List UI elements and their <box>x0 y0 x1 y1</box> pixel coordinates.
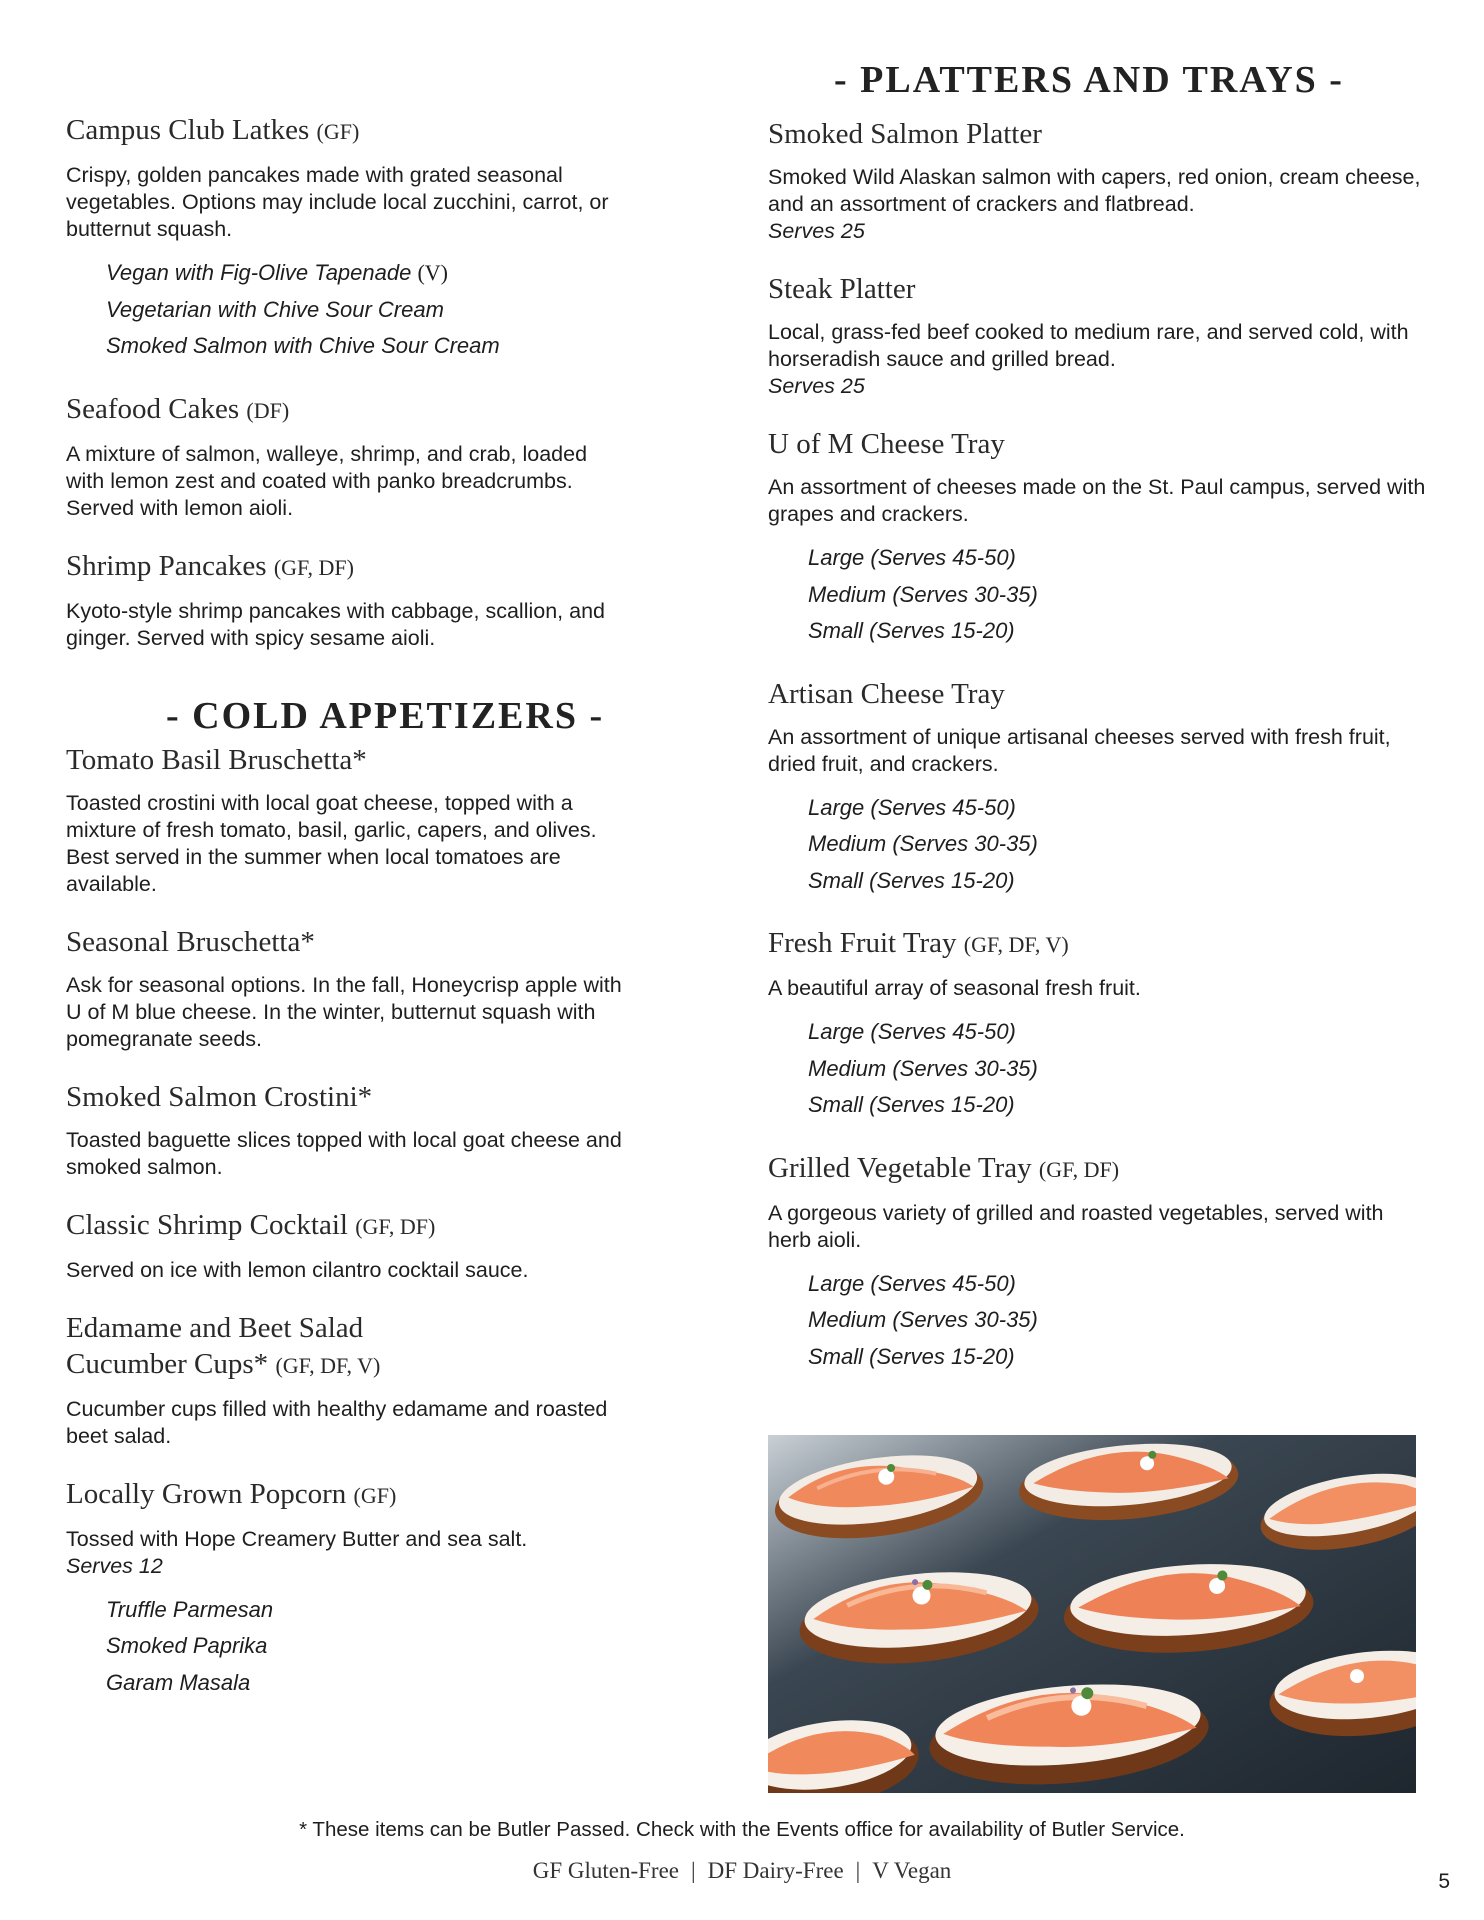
item-name: Grilled Vegetable Tray (GF, DF) <box>768 1151 1120 1184</box>
option-item: Large (Serves 45-50) <box>808 545 1016 570</box>
item-name: Tomato Basil Bruschetta* <box>66 743 367 776</box>
option-item: Small (Serves 15-20) <box>808 618 1015 643</box>
option-item: Smoked Salmon with Chive Sour Cream <box>106 333 500 358</box>
serves-count: Serves 25 <box>768 219 865 243</box>
item-name: U of M Cheese Tray <box>768 428 1005 460</box>
section-title-cold-appetizers: - COLD APPETIZERS - <box>166 694 605 737</box>
option-item: Large (Serves 45-50) <box>808 1019 1016 1044</box>
option-item: Small (Serves 15-20) <box>808 1092 1015 1117</box>
legend-gf: GF Gluten-Free <box>532 1858 679 1883</box>
menu-item-salmon-crostini <box>66 1079 626 1181</box>
menu-item-tomato-bruschetta <box>66 742 626 898</box>
menu-item-seasonal-bruschetta <box>66 924 626 1053</box>
item-description: A mixture of salmon, walleye, shrimp, and crab, loaded with lemon zest and coated with panko breadcrumbs. Served with lemon aioli. <box>66 441 588 520</box>
option-item: Small (Serves 15-20) <box>808 867 1015 893</box>
option-item: Medium (Serves 30-35) <box>808 831 1038 856</box>
menu-item-cucumber-cups <box>66 1310 626 1450</box>
option-item: Truffle Parmesan <box>106 1596 274 1622</box>
menu-item-fruit-tray <box>768 925 1428 1124</box>
item-name: Steak Platter <box>768 273 916 305</box>
food-illustration <box>768 1435 1416 1793</box>
item-name: Smoked Salmon Platter <box>768 118 1042 150</box>
item-name: Fresh Fruit Tray (GF, DF, V) <box>768 927 1069 959</box>
option-list <box>106 1592 626 1702</box>
item-name: Campus Club Latkes (GF) <box>66 114 360 146</box>
item-description: Ask for seasonal options. In the fall, Honeycrisp apple with U of M blue cheese. In the winter, butternut squash with pomegranate seeds. <box>66 972 622 1051</box>
item-name: Classic Shrimp Cocktail (GF, DF) <box>66 1208 436 1241</box>
menu-item-latkes <box>66 112 626 365</box>
item-name: Edamame and Beet Salad Cucumber Cups* (GF, DF, V) <box>66 1311 381 1380</box>
option-item: Vegan with Fig-Olive Tapenade (V) <box>106 260 449 285</box>
smoked-salmon-crostini-photo <box>768 1435 1416 1793</box>
legend-v: V Vegan <box>872 1858 952 1883</box>
item-description: An assortment of cheeses made on the St. Paul campus, served with grapes and crackers. <box>768 475 1426 526</box>
option-item: Large (Serves 45-50) <box>808 794 1016 820</box>
serves-count: Serves 12 <box>66 1553 163 1578</box>
option-item: Medium (Serves 30-35) <box>808 1307 1038 1332</box>
item-description: Kyoto-style shrimp pancakes with cabbage, scallion, and ginger. Served with spicy sesame aioli. <box>66 598 605 650</box>
menu-item-vegetable-tray <box>768 1150 1428 1376</box>
option-item: Smoked Paprika <box>106 1633 268 1658</box>
option-item: Medium (Serves 30-35) <box>808 581 1038 607</box>
legend-separator: | <box>691 1858 696 1883</box>
section-title-platters: - PLATTERS AND TRAYS - <box>834 59 1344 101</box>
menu-item-steak-platter <box>768 271 1428 400</box>
right-column <box>768 58 1428 1401</box>
menu-item-artisan-cheese-tray <box>768 676 1428 900</box>
serves-count: Serves 25 <box>768 374 865 398</box>
option-list <box>808 790 1428 900</box>
item-description: A gorgeous variety of grilled and roasted vegetables, served with herb aioli. <box>768 1200 1384 1252</box>
option-list <box>106 255 626 365</box>
menu-item-shrimp-cocktail <box>66 1207 626 1284</box>
menu-item-salmon-platter <box>768 116 1428 245</box>
item-name: Seasonal Bruschetta* <box>66 925 315 958</box>
option-list <box>808 1266 1428 1376</box>
menu-item-shrimp-pancakes <box>66 548 626 652</box>
option-item: Vegetarian with Chive Sour Cream <box>106 296 444 322</box>
item-description: Crispy, golden pancakes made with grated seasonal vegetables. Options may include local zucchini, carrot, or butternut squash. <box>66 163 609 241</box>
option-item: Small (Serves 15-20) <box>808 1343 1015 1369</box>
item-name: Smoked Salmon Crostini* <box>66 1080 373 1113</box>
item-description: Served on ice with lemon cilantro cocktail sauce. <box>66 1257 529 1282</box>
item-name: Seafood Cakes (DF) <box>66 392 290 425</box>
item-name: Locally Grown Popcorn (GF) <box>66 1477 397 1510</box>
item-description: Tossed with Hope Creamery Butter and sea salt. <box>66 1526 528 1551</box>
dietary-legend <box>0 1858 1484 1884</box>
menu-item-seafood-cakes <box>66 391 626 522</box>
item-description: Smoked Wild Alaskan salmon with capers, red onion, cream cheese, and an assortment of crackers and flatbread. <box>768 165 1421 216</box>
item-description: Cucumber cups filled with healthy edamame and roasted beet salad. <box>66 1396 608 1448</box>
page-number: 5 <box>1438 1870 1450 1893</box>
butler-footnote: * These items can be Butler Passed. Check with the Events office for availability of Butler Service. <box>299 1818 1185 1841</box>
option-list <box>808 540 1428 650</box>
item-description: An assortment of unique artisanal cheeses served with fresh fruit, dried fruit, and crackers. <box>768 724 1391 776</box>
item-name: Artisan Cheese Tray <box>768 677 1005 710</box>
legend-separator: | <box>855 1858 861 1883</box>
option-item: Medium (Serves 30-35) <box>808 1055 1038 1081</box>
legend-df: DF Dairy-Free <box>707 1858 844 1883</box>
item-description: Local, grass-fed beef cooked to medium rare, and served cold, with horseradish sauce and grilled bread. <box>768 320 1409 371</box>
left-column <box>66 112 626 1727</box>
item-name: Shrimp Pancakes (GF, DF) <box>66 549 354 582</box>
item-description: A beautiful array of seasonal fresh fruit. <box>768 976 1141 1000</box>
option-list <box>808 1014 1428 1124</box>
option-item: Garam Masala <box>106 1669 251 1695</box>
item-description: Toasted crostini with local goat cheese, topped with a mixture of fresh tomato, basil, garlic, capers, and olives. Best served in the summer when local tomatoes are available. <box>66 790 597 896</box>
menu-item-popcorn <box>66 1476 626 1702</box>
item-description: Toasted baguette slices topped with local goat cheese and smoked salmon. <box>66 1127 622 1179</box>
option-item: Large (Serves 45-50) <box>808 1270 1016 1296</box>
menu-item-um-cheese-tray <box>768 426 1428 650</box>
